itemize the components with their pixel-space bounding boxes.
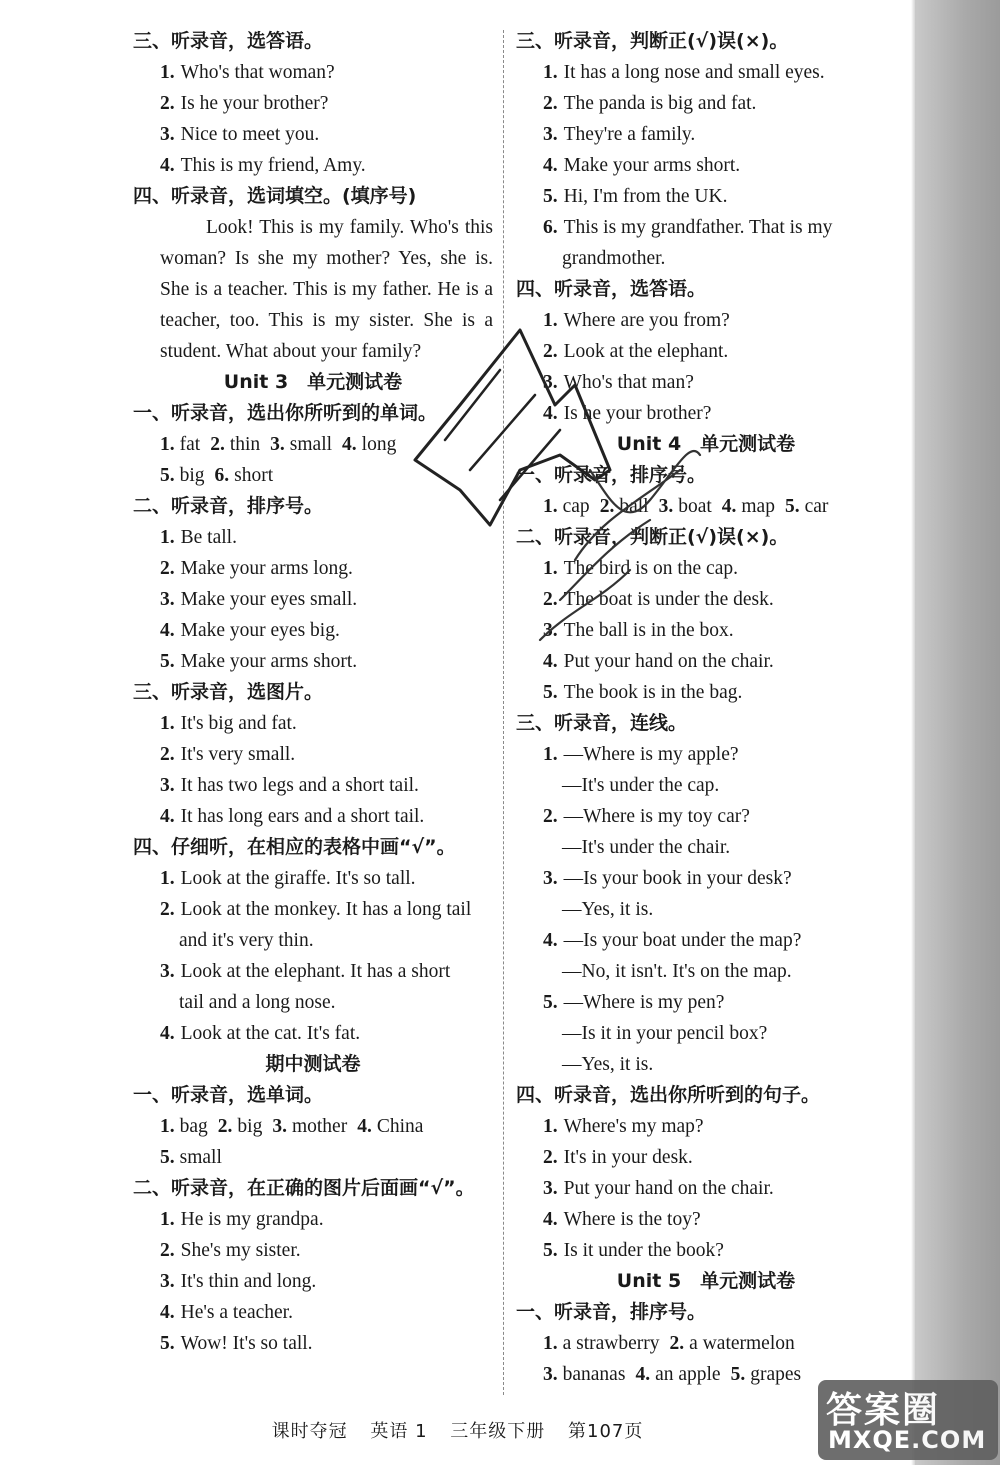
item-number: 2. xyxy=(160,899,175,920)
logo-url: MXQE.COM xyxy=(828,1426,987,1454)
word-item xyxy=(342,434,396,455)
item-text: It's thin and long. xyxy=(180,1271,317,1292)
item-number: 2. xyxy=(543,341,558,362)
answer-continuation: —It's under the chair. xyxy=(562,837,731,858)
item-text: Where are you from? xyxy=(563,310,730,331)
item-text: This is my grandfather. That is my xyxy=(563,217,833,238)
item-number: 3. xyxy=(543,620,558,641)
answer-item xyxy=(516,646,896,677)
item-number: 6. xyxy=(543,217,558,238)
word-text: boat xyxy=(678,496,712,517)
item-number: 2. xyxy=(543,93,558,114)
answer-item xyxy=(516,1142,896,1173)
item-text: Look at the giraffe. It's so tall. xyxy=(180,868,416,889)
item-text: Who's that woman? xyxy=(180,62,335,83)
answer-item xyxy=(516,925,896,956)
answer-item xyxy=(516,150,896,181)
item-text: Look at the cat. It's fat. xyxy=(180,1023,361,1044)
answer-item xyxy=(516,584,896,615)
answer-item xyxy=(516,88,896,119)
item-text: Is he your brother? xyxy=(180,93,329,114)
item-number: 5. xyxy=(543,186,558,207)
column-divider xyxy=(503,30,504,1395)
answer-item xyxy=(516,615,896,646)
item-number: 2. xyxy=(599,496,615,517)
item-text: They're a family. xyxy=(563,124,696,145)
answer-continuation: and it's very thin. xyxy=(179,930,314,951)
item-number: 1. xyxy=(160,62,175,83)
item-number: 4. xyxy=(543,155,558,176)
section-heading: 二、听录音，在正确的图片后面画“√”。 xyxy=(133,1177,475,1199)
item-number: 5. xyxy=(543,1240,558,1261)
item-number: 3. xyxy=(160,124,175,145)
item-number: 2. xyxy=(543,806,558,827)
answer-item xyxy=(516,398,896,429)
section-heading: 二、听录音，排序号。 xyxy=(133,495,324,517)
answer-item xyxy=(516,1204,896,1235)
word-item xyxy=(600,496,649,517)
word-item xyxy=(210,434,260,455)
item-number: 4. xyxy=(342,434,357,455)
word-text: small xyxy=(179,1147,222,1168)
item-number: 5. xyxy=(160,465,175,486)
item-number: 4. xyxy=(160,155,175,176)
item-number: 4. xyxy=(635,1364,651,1385)
word-list xyxy=(133,460,493,491)
footer-book-title: 课时夺冠 xyxy=(271,1421,348,1442)
item-text: It has long ears and a short tail. xyxy=(180,806,425,827)
section-heading: 四、听录音，选出你所听到的句子。 xyxy=(516,1084,821,1106)
word-list xyxy=(516,1328,896,1359)
answer-item xyxy=(133,1204,493,1235)
answer-item xyxy=(516,119,896,150)
answer-item xyxy=(133,1018,493,1049)
word-item xyxy=(659,496,712,517)
word-item xyxy=(785,496,828,517)
page-footer xyxy=(0,1417,915,1443)
item-text: Put your hand on the chair. xyxy=(563,651,774,672)
answer-item xyxy=(133,770,493,801)
item-number: 2. xyxy=(160,1240,175,1261)
word-text: ball xyxy=(619,496,649,517)
answer-item xyxy=(133,1266,493,1297)
answer-item xyxy=(133,57,493,88)
section-heading: 一、听录音，选单词。 xyxy=(133,1084,324,1106)
item-number: 3. xyxy=(543,1178,558,1199)
word-item xyxy=(218,1116,263,1137)
unit-title: Unit 4 单元测试卷 xyxy=(616,433,796,455)
answer-item xyxy=(516,1235,896,1266)
word-item xyxy=(272,1116,347,1137)
word-item xyxy=(543,496,590,517)
answer-continuation: —Yes, it is. xyxy=(562,1054,654,1075)
word-item xyxy=(635,1364,720,1385)
item-number: 1. xyxy=(543,558,558,579)
item-text: Where's my map? xyxy=(563,1116,704,1137)
word-item xyxy=(543,1333,660,1354)
item-text: Put your hand on the chair. xyxy=(563,1178,774,1199)
word-text: fat xyxy=(179,434,201,455)
word-item xyxy=(670,1333,795,1354)
section-heading: 三、听录音，判断正(√)误(×)。 xyxy=(516,30,789,52)
item-number: 3. xyxy=(160,775,175,796)
item-number: 2. xyxy=(160,558,175,579)
word-item xyxy=(160,1116,208,1137)
item-text: It has a long nose and small eyes. xyxy=(563,62,825,83)
item-number: 1. xyxy=(543,310,558,331)
item-text: It's very small. xyxy=(180,744,296,765)
answer-item xyxy=(133,1297,493,1328)
unit-title: Unit 5 单元测试卷 xyxy=(616,1270,796,1292)
item-number: 3. xyxy=(543,1364,558,1385)
word-text: small xyxy=(289,434,333,455)
left-column xyxy=(133,26,493,1359)
logo-text: 答案圈 xyxy=(826,1390,941,1431)
answer-item xyxy=(516,863,896,894)
page-shadow xyxy=(915,0,1000,1465)
section-heading: 一、听录音，选出你所听到的单词。 xyxy=(133,402,438,424)
word-text: an apple xyxy=(655,1364,721,1385)
item-number: 3. xyxy=(272,1116,287,1137)
item-number: 6. xyxy=(214,465,230,486)
word-text: car xyxy=(804,496,829,517)
item-number: 1. xyxy=(160,434,175,455)
word-text: big xyxy=(179,465,205,486)
answer-item xyxy=(133,615,493,646)
item-text: Is it under the book? xyxy=(563,1240,724,1261)
item-number: 3. xyxy=(543,372,558,393)
word-text: thin xyxy=(229,434,261,455)
item-number: 5. xyxy=(730,1364,746,1385)
item-number: 4. xyxy=(543,1209,558,1230)
item-number: 3. xyxy=(658,496,674,517)
item-number: 5. xyxy=(543,682,558,703)
item-number: 2. xyxy=(210,434,225,455)
word-text: long xyxy=(361,434,397,455)
word-text: short xyxy=(234,465,274,486)
answer-item xyxy=(133,1235,493,1266)
answer-item xyxy=(133,553,493,584)
item-text: The ball is in the box. xyxy=(563,620,734,641)
item-text: He's a teacher. xyxy=(180,1302,293,1323)
section-heading: 四、听录音，选词填空。(填序号) xyxy=(133,185,417,207)
answer-item xyxy=(133,894,493,925)
answer-item xyxy=(516,1173,896,1204)
item-number: 2. xyxy=(217,1116,233,1137)
answer-item xyxy=(133,801,493,832)
word-item xyxy=(270,434,332,455)
section-heading: 四、仔细听，在相应的表格中画“√”。 xyxy=(133,836,456,858)
item-number: 4. xyxy=(721,496,737,517)
item-text: The book is in the bag. xyxy=(563,682,743,703)
footer-subject: 英语 1 xyxy=(370,1421,428,1442)
section-heading: 三、听录音，连线。 xyxy=(516,712,688,734)
item-number: 4. xyxy=(543,930,558,951)
item-number: 5. xyxy=(784,496,800,517)
item-text: —Is your boat under the map? xyxy=(563,930,802,951)
word-text: China xyxy=(376,1116,424,1137)
answer-item xyxy=(516,987,896,1018)
item-text: Make your arms long. xyxy=(180,558,353,579)
answer-item xyxy=(516,801,896,832)
answer-item xyxy=(133,119,493,150)
answer-item xyxy=(516,336,896,367)
answer-continuation: —Yes, it is. xyxy=(562,899,654,920)
item-text: Make your eyes big. xyxy=(180,620,340,641)
item-number: 1. xyxy=(160,527,175,548)
word-item xyxy=(160,1147,222,1168)
item-number: 3. xyxy=(543,868,558,889)
word-text: cap xyxy=(562,496,590,517)
item-number: 1. xyxy=(160,868,175,889)
item-text: Nice to meet you. xyxy=(180,124,320,145)
item-text: This is my friend, Amy. xyxy=(180,155,366,176)
answer-item xyxy=(516,677,896,708)
word-list xyxy=(133,1111,493,1142)
item-number: 4. xyxy=(160,1302,175,1323)
item-text: —Is your book in your desk? xyxy=(563,868,792,889)
answer-item xyxy=(516,305,896,336)
item-number: 5. xyxy=(160,1333,175,1354)
item-number: 1. xyxy=(543,744,558,765)
item-text: The boat is under the desk. xyxy=(563,589,774,610)
item-number: 5. xyxy=(543,992,558,1013)
answer-item xyxy=(133,88,493,119)
word-text: a strawberry xyxy=(562,1333,660,1354)
item-text: Who's that man? xyxy=(563,372,694,393)
answer-item xyxy=(133,708,493,739)
section-heading: 一、听录音，排序号。 xyxy=(516,1301,707,1323)
answer-item xyxy=(133,584,493,615)
item-number: 5. xyxy=(160,1147,175,1168)
item-number: 4. xyxy=(357,1116,372,1137)
answer-item xyxy=(516,57,896,88)
item-number: 2. xyxy=(669,1333,685,1354)
item-number: 1. xyxy=(543,62,558,83)
item-text: She's my sister. xyxy=(180,1240,301,1261)
section-heading: 四、听录音，选答语。 xyxy=(516,278,707,300)
unit-title: Unit 3 单元测试卷 xyxy=(223,371,403,393)
answer-item xyxy=(133,150,493,181)
answer-item xyxy=(133,1328,493,1359)
item-number: 4. xyxy=(160,620,175,641)
item-text: Make your arms short. xyxy=(180,651,358,672)
item-text: It has two legs and a short tail. xyxy=(180,775,419,796)
word-text: bananas xyxy=(562,1364,626,1385)
section-heading: 三、听录音，选图片。 xyxy=(133,681,324,703)
answer-continuation: grandmother. xyxy=(562,248,666,269)
unit-title: 期中测试卷 xyxy=(265,1053,361,1075)
item-number: 1. xyxy=(543,1333,558,1354)
word-text: big xyxy=(237,1116,263,1137)
item-text: The bird is on the cap. xyxy=(563,558,738,579)
item-text: Hi, I'm from the UK. xyxy=(563,186,728,207)
answer-item xyxy=(133,739,493,770)
item-text: Make your eyes small. xyxy=(180,589,358,610)
word-list xyxy=(133,429,493,460)
item-text: Be tall. xyxy=(180,527,237,548)
answer-item xyxy=(133,522,493,553)
item-number: 2. xyxy=(160,744,175,765)
item-text: —Where is my apple? xyxy=(563,744,739,765)
item-number: 3. xyxy=(543,124,558,145)
item-text: The panda is big and fat. xyxy=(563,93,757,114)
word-item xyxy=(722,496,775,517)
answer-continuation: —No, it isn't. It's on the map. xyxy=(562,961,792,982)
item-number: 1. xyxy=(160,1209,175,1230)
section-heading: 二、听录音，判断正(√)误(×)。 xyxy=(516,526,789,548)
answer-continuation: tail and a long nose. xyxy=(179,992,336,1013)
right-column xyxy=(516,26,896,1390)
word-text: grapes xyxy=(750,1364,802,1385)
answer-item xyxy=(133,863,493,894)
answer-continuation: —Is it in your pencil box? xyxy=(562,1023,768,1044)
answer-item xyxy=(516,367,896,398)
item-text: It's in your desk. xyxy=(563,1147,693,1168)
footer-page-number: 第107页 xyxy=(568,1421,644,1442)
word-item xyxy=(215,465,274,486)
word-item xyxy=(357,1116,423,1137)
passage-text: Look! This is my family. Who's this woman? Is she my mother? Yes, she is. She is a teacher. This is my father. He is a teacher, too. This is my sister. She is a student. What about your family? xyxy=(160,217,493,362)
word-list xyxy=(516,491,896,522)
item-text: Look at the monkey. It has a long tail xyxy=(180,899,472,920)
item-number: 4. xyxy=(543,403,558,424)
answer-continuation: —It's under the cap. xyxy=(562,775,720,796)
item-text: He is my grandpa. xyxy=(180,1209,324,1230)
item-text: Look at the elephant. xyxy=(563,341,729,362)
footer-grade: 三年级下册 xyxy=(450,1421,546,1442)
word-text: mother xyxy=(291,1116,348,1137)
site-logo xyxy=(818,1380,998,1460)
answer-item xyxy=(516,1111,896,1142)
item-text: Where is the toy? xyxy=(563,1209,701,1230)
item-number: 3. xyxy=(160,961,175,982)
item-number: 5. xyxy=(160,651,175,672)
item-number: 4. xyxy=(160,1023,175,1044)
answer-item xyxy=(133,646,493,677)
answer-item xyxy=(133,956,493,987)
item-text: Is he your brother? xyxy=(563,403,712,424)
item-number: 1. xyxy=(543,1116,558,1137)
item-number: 3. xyxy=(270,434,285,455)
word-text: map xyxy=(741,496,775,517)
item-text: Look at the elephant. It has a short xyxy=(180,961,451,982)
word-item xyxy=(543,1364,625,1385)
answer-item xyxy=(516,553,896,584)
item-text: It's big and fat. xyxy=(180,713,297,734)
word-list xyxy=(133,1142,493,1173)
item-text: Make your arms short. xyxy=(563,155,741,176)
word-text: a watermelon xyxy=(689,1333,795,1354)
item-text: Wow! It's so tall. xyxy=(180,1333,313,1354)
item-number: 1. xyxy=(160,1116,175,1137)
item-number: 2. xyxy=(543,589,558,610)
answer-item xyxy=(516,212,896,243)
item-number: 2. xyxy=(160,93,175,114)
word-item xyxy=(160,465,205,486)
item-number: 3. xyxy=(160,1271,175,1292)
item-number: 4. xyxy=(543,651,558,672)
word-item xyxy=(731,1364,802,1385)
item-number: 1. xyxy=(543,496,558,517)
section-heading: 三、听录音，选答语。 xyxy=(133,30,324,52)
item-text: —Where is my pen? xyxy=(563,992,725,1013)
item-number: 2. xyxy=(543,1147,558,1168)
word-item xyxy=(160,434,200,455)
item-text: —Where is my toy car? xyxy=(563,806,750,827)
item-number: 4. xyxy=(160,806,175,827)
answer-item xyxy=(516,739,896,770)
word-text: bag xyxy=(179,1116,208,1137)
item-number: 1. xyxy=(160,713,175,734)
item-number: 3. xyxy=(160,589,175,610)
answer-item xyxy=(516,181,896,212)
section-heading: 一、听录音，排序号。 xyxy=(516,464,707,486)
